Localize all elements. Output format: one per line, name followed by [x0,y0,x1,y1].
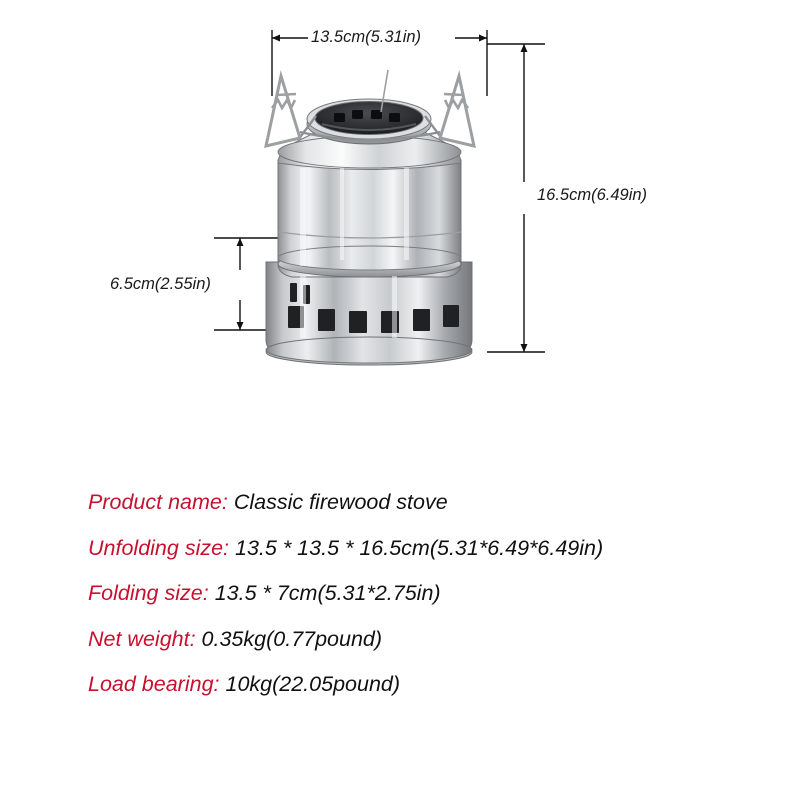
pot-stand-left [266,76,300,146]
spec-value-load-bearing: 10kg(22.05pound) [225,672,401,696]
dimension-label-width: 13.5cm(5.31in) [311,28,422,46]
dimension-label-lower-section: 6.5cm(2.55in) [110,275,211,293]
spec-key-load-bearing: Load bearing: [88,672,220,696]
specification-list [88,492,768,720]
spec-value-folding-size: 13.5 * 7cm(5.31*2.75in) [214,581,441,605]
spec-row-load-bearing [88,674,768,696]
dimension-label-height: 16.5cm(6.49in) [537,186,648,204]
spec-key-product-name: Product name: [88,490,228,514]
spec-row-folding-size [88,583,768,605]
spec-value-product-name: Classic firewood stove [233,490,448,514]
stove-body [266,70,474,365]
spec-key-net-weight: Net weight: [88,626,196,651]
spec-value-unfolding-size: 13.5 * 13.5 * 16.5cm(5.31*6.49*6.49in) [235,535,604,560]
pot-stand-right [440,76,474,146]
spec-row-unfolding-size [88,535,768,560]
spec-key-unfolding-size: Unfolding size: [88,535,230,560]
spec-value-net-weight: 0.35kg(0.77pound) [201,626,383,651]
spec-row-product-name [88,492,768,514]
spec-key-folding-size: Folding size: [88,581,209,605]
spec-row-net-weight [88,626,768,651]
